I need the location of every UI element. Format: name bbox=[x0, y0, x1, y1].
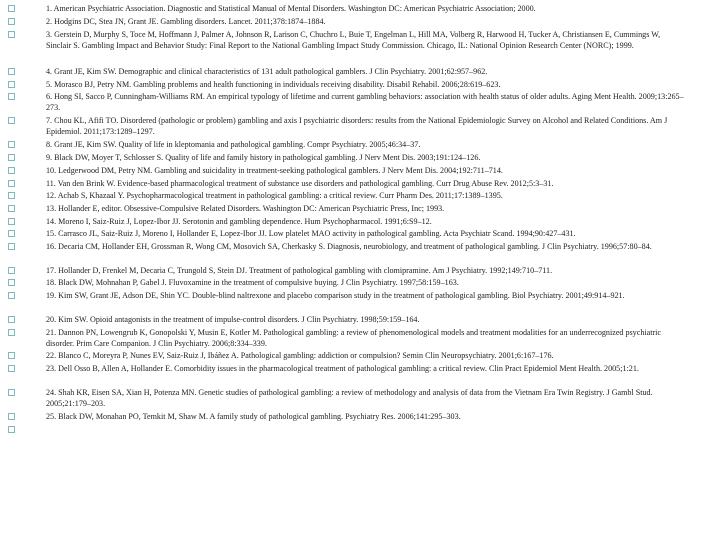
reference-text: 15. Carrasco JL, Saiz-Ruiz J, Moreno I, Hollander E, Lopez-Ibor JJ. Low platelet MAO activity in pathological gambling. Acta Psychiatr Scand. 1994;90:427–431. bbox=[46, 229, 576, 238]
reference-text: 11. Van den Brink W. Evidence-based pharmacological treatment of substance use disorders and pathological gambling. Curr Drug Abuse Rev. 2012;5:3–31. bbox=[46, 179, 554, 188]
bullet-square-icon bbox=[8, 93, 15, 100]
reference-text: 20. Kim SW. Opioid antagonists in the treatment of impulse-control disorders. J Clin Psychiatry. 1998;59:159–164. bbox=[46, 315, 420, 324]
bullet-square-icon bbox=[8, 413, 15, 420]
reference-text: 10. Ledgerwood DM, Petry NM. Gambling and suicidality in treatment-seeking pathological gamblers. J Nerv Ment Dis. 2004;192:711–714. bbox=[46, 166, 503, 175]
reference-item bbox=[46, 217, 686, 228]
reference-item bbox=[46, 388, 686, 410]
reference-text: 3. Gerstein D, Murphy S, Toce M, Hoffmann J, Palmer A, Johnson R, Larison C, Chuchro L, Buie T, Engelman L, Hill MA, Volberg R, Harwood H, Tucker A, Christiansen E, Cummings W, Sinclair S. Gambling Impact and Behavior Study: Final Report to the National Gambling Impact Study Commission. Chicago, IL: National Opinion Research Center (NORC); 1999. bbox=[46, 30, 661, 50]
reference-item bbox=[46, 266, 686, 277]
bullet-square-icon bbox=[8, 279, 15, 286]
bullet-square-icon bbox=[8, 230, 15, 237]
reference-text: 4. Grant JE, Kim SW. Demographic and clinical characteristics of 131 adult pathological gamblers. J Clin Psychiatry. 2001;62:957–962. bbox=[46, 67, 488, 76]
reference-item bbox=[46, 67, 686, 78]
reference-item bbox=[46, 328, 686, 350]
reference-item bbox=[46, 140, 686, 151]
bullet-square-icon bbox=[8, 205, 15, 212]
reference-item bbox=[46, 242, 686, 253]
reference-text: 6. Hong SI, Sacco P, Cunningham-Williams RM. An empirical typology of lifetime and current gambling behaviors: association with health status of older adults. Aging Ment Health. 2009;13:265–273. bbox=[46, 92, 684, 112]
reference-item bbox=[46, 229, 686, 240]
reference-text: 14. Moreno I, Saiz-Ruiz J, Lopez-Ibor JJ. Serotonin and gambling dependence. Hum Psychopharmacol. 1991;6:S9–12. bbox=[46, 217, 432, 226]
reference-item bbox=[46, 191, 686, 202]
reference-item bbox=[46, 351, 686, 362]
bullet-square-icon bbox=[8, 218, 15, 225]
reference-text: 23. Dell Osso B, Allen A, Hollander E. Comorbidity issues in the pharmacological treatment of pathological gambling: a critical review. Clin Pract Epidemiol Ment Health. 2005;1:21. bbox=[46, 364, 639, 373]
bullet-square-icon bbox=[8, 243, 15, 250]
reference-text: 16. Decaria CM, Hollander EH, Grossman R, Wong CM, Mosovich SA, Cherkasky S. Diagnosis, neurobiology, and treatment of pathological gambling. J Clin Psychiatry. 1996;57:80–84. bbox=[46, 242, 652, 251]
bullet-square-icon bbox=[8, 154, 15, 161]
bullet-square-icon bbox=[8, 141, 15, 148]
reference-item bbox=[46, 364, 686, 375]
bullet-square-icon bbox=[8, 68, 15, 75]
bullet-square-icon bbox=[8, 329, 15, 336]
bullet-square-icon bbox=[8, 352, 15, 359]
bullet-square-icon bbox=[8, 192, 15, 199]
bullet-square-icon bbox=[8, 365, 15, 372]
reference-text: 24. Shah KR, Eisen SA, Xian H, Potenza MN. Genetic studies of pathological gambling: a review of methodology and analysis of data from the Vietnam Era Twin Registry. J Gambl Stud. 2005;21:179–203. bbox=[46, 388, 653, 408]
reference-item bbox=[46, 204, 686, 215]
reference-text: 18. Black DW, Mohnahan P, Gabel J. Fluvoxamine in the treatment of compulsive buying. J Clin Psychiatry. 1997;58:159–163. bbox=[46, 278, 459, 287]
bullet-square-icon bbox=[8, 316, 15, 323]
reference-item bbox=[46, 179, 686, 190]
reference-item bbox=[46, 92, 686, 114]
bullet-square-icon bbox=[8, 81, 15, 88]
reference-item bbox=[46, 4, 686, 15]
bullet-square-icon bbox=[8, 426, 15, 433]
reference-item bbox=[46, 412, 686, 423]
reference-item bbox=[46, 315, 686, 326]
reference-text: 1. American Psychiatric Association. Diagnostic and Statistical Manual of Mental Disorders. Washington DC: American Psychiatric Association; 2000. bbox=[46, 4, 536, 13]
reference-text: 8. Grant JE, Kim SW. Quality of life in kleptomania and pathological gambling. Compr Psychiatry. 2005;46:34–37. bbox=[46, 140, 421, 149]
reference-text: 9. Black DW, Moyer T, Schlosser S. Quality of life and family history in pathological gambling. J Nerv Ment Dis. 2003;191:124–126. bbox=[46, 153, 481, 162]
reference-item bbox=[46, 166, 686, 177]
bullet-square-icon bbox=[8, 167, 15, 174]
reference-text: 25. Black DW, Monahan PO, Temkit M, Shaw M. A family study of pathological gambling. Psychiatry Res. 2006;141:295–303. bbox=[46, 412, 461, 421]
reference-item bbox=[46, 30, 686, 52]
bullet-square-icon bbox=[8, 267, 15, 274]
reference-item bbox=[46, 80, 686, 91]
reference-text: 21. Dannon PN, Lowengrub K, Gonopolski Y, Musin E, Kotler M. Pathological gambling: a review of phenomenological models and treatment modalities for an underrecognized psychiatric disorder. Prim Care Companion. J Clin Psychiatry. 2006;8:334–339. bbox=[46, 328, 661, 348]
reference-text: 12. Achab S, Khazaal Y. Psychopharmacological treatment in pathological gambling: a critical review. Curr Pharm Des. 2011;17:1389–1395. bbox=[46, 191, 503, 200]
bullet-square-icon bbox=[8, 117, 15, 124]
reference-item bbox=[46, 17, 686, 28]
reference-text: 5. Morasco BJ, Petry NM. Gambling problems and health functioning in individuals receiving disability. Disabil Rehabil. 2006;28:619–623. bbox=[46, 80, 501, 89]
bullet-square-icon bbox=[8, 18, 15, 25]
reference-text: 22. Blanco C, Moreyra P, Nunes EV, Saiz-Ruiz J, Ibáñez A. Pathological gambling: addiction or compulsion? Semin Clin Neuropsychiatry. 2001;6:167–176. bbox=[46, 351, 554, 360]
reference-item bbox=[46, 116, 686, 138]
bullet-square-icon bbox=[8, 31, 15, 38]
reference-item bbox=[46, 153, 686, 164]
bullet-square-icon bbox=[8, 180, 15, 187]
bullet-square-icon bbox=[8, 389, 15, 396]
reference-text: 2. Hodgins DC, Stea JN, Grant JE. Gambling disorders. Lancet. 2011;378:1874–1884. bbox=[46, 17, 326, 26]
bullet-square-icon bbox=[8, 292, 15, 299]
reference-text: 13. Hollander E, editor. Obsessive-Compulsive Related Disorders. Washington DC: American Psychiatric Press, Inc; 1993. bbox=[46, 204, 445, 213]
bullet-square-icon bbox=[8, 5, 15, 12]
reference-item bbox=[46, 278, 686, 289]
reference-text: 17. Hollander D, Frenkel M, Decaria C, Trungold S, Stein DJ. Treatment of pathological gambling with clomipramine. Am J Psychiatry. 1992;149:710–711. bbox=[46, 266, 553, 275]
reference-text: 19. Kim SW, Grant JE, Adson DE, Shin YC. Double-blind naltrexone and placebo comparison study in the treatment of pathological gambling. Biol Psychiatry. 2001;49:914–921. bbox=[46, 291, 625, 300]
reference-text: 7. Chou KL, Afifi TO. Disordered (pathologic or problem) gambling and axis I psychiatric disorders: results from the National Epidemiologic Survey on Alcohol and Related Conditions. Am J Epidemiol. 2011;173:1289–1297. bbox=[46, 116, 668, 136]
reference-item bbox=[46, 291, 686, 302]
